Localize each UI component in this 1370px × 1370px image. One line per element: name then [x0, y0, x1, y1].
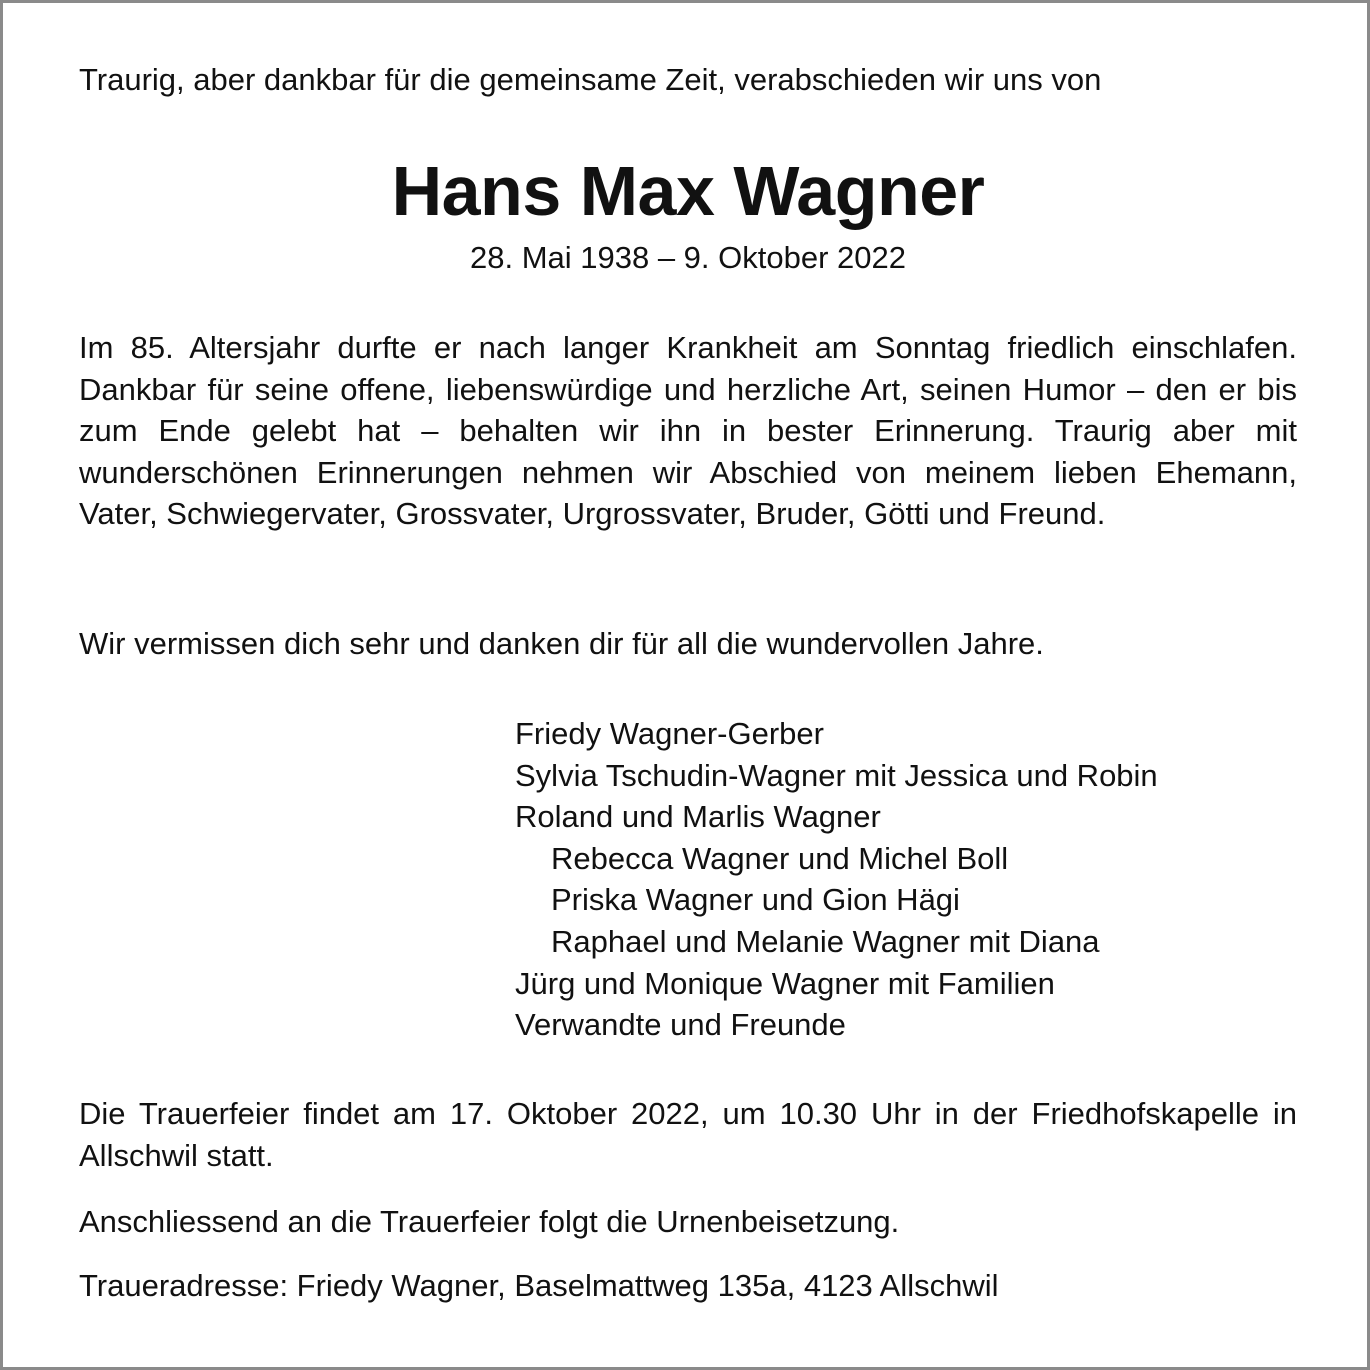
intro-line: Traurig, aber dankbar für die gemeinsame Zeit, verabschieden wir uns von: [79, 62, 1102, 97]
burial-info: Anschliessend an die Trauerfeier folgt die Urnenbeisetzung.: [79, 1204, 900, 1239]
mourner-name: Sylvia Tschudin-Wagner mit Jessica und Robin: [515, 757, 1158, 793]
mourner-name: Priska Wagner und Gion Hägi: [551, 882, 960, 918]
mourner-name: Jürg und Monique Wagner mit Familien: [515, 965, 1055, 1001]
mourner-name: Rebecca Wagner und Michel Boll: [551, 840, 1009, 876]
farewell-line: Wir vermissen dich sehr und danken dir für all die wundervollen Jahre.: [79, 626, 1044, 661]
mourner-name: Roland und Marlis Wagner: [515, 799, 881, 835]
mourner-name: Friedy Wagner-Gerber: [515, 716, 824, 751]
mourners-list: [515, 713, 1158, 1046]
mourning-address: Traueradresse: Friedy Wagner, Baselmattweg 135a, 4123 Allschwil: [79, 1268, 999, 1303]
mourner-name: Verwandte und Freunde: [515, 1007, 846, 1043]
funeral-info: Die Trauerfeier findet am 17. Oktober 2022, um 10.30 Uhr in der Friedhofskapelle in Allschwil statt.: [79, 1096, 1297, 1173]
mourner-name: Raphael und Melanie Wagner mit Diana: [551, 923, 1100, 959]
deceased-name: Hans Max Wagner: [391, 152, 985, 230]
obituary-paragraph: Im 85. Altersjahr durfte er nach langer Krankheit am Sonntag friedlich einschlafen. Dankbar für seine offene, liebenswürdige und herzliche Art, seinen Humor – den er bis zum Ende gelebt hat – behalten wir ihn in bester Erinnerung. Traurig aber mit wunderschönen Erinnerungen nehmen wir Abschied von meinem lieben Ehemann, Vater, Schwiegervater, Grossvater, Urgrossvater, Bruder, Götti und Freund.: [79, 330, 1297, 532]
life-dates: 28. Mai 1938 – 9. Oktober 2022: [469, 240, 906, 275]
